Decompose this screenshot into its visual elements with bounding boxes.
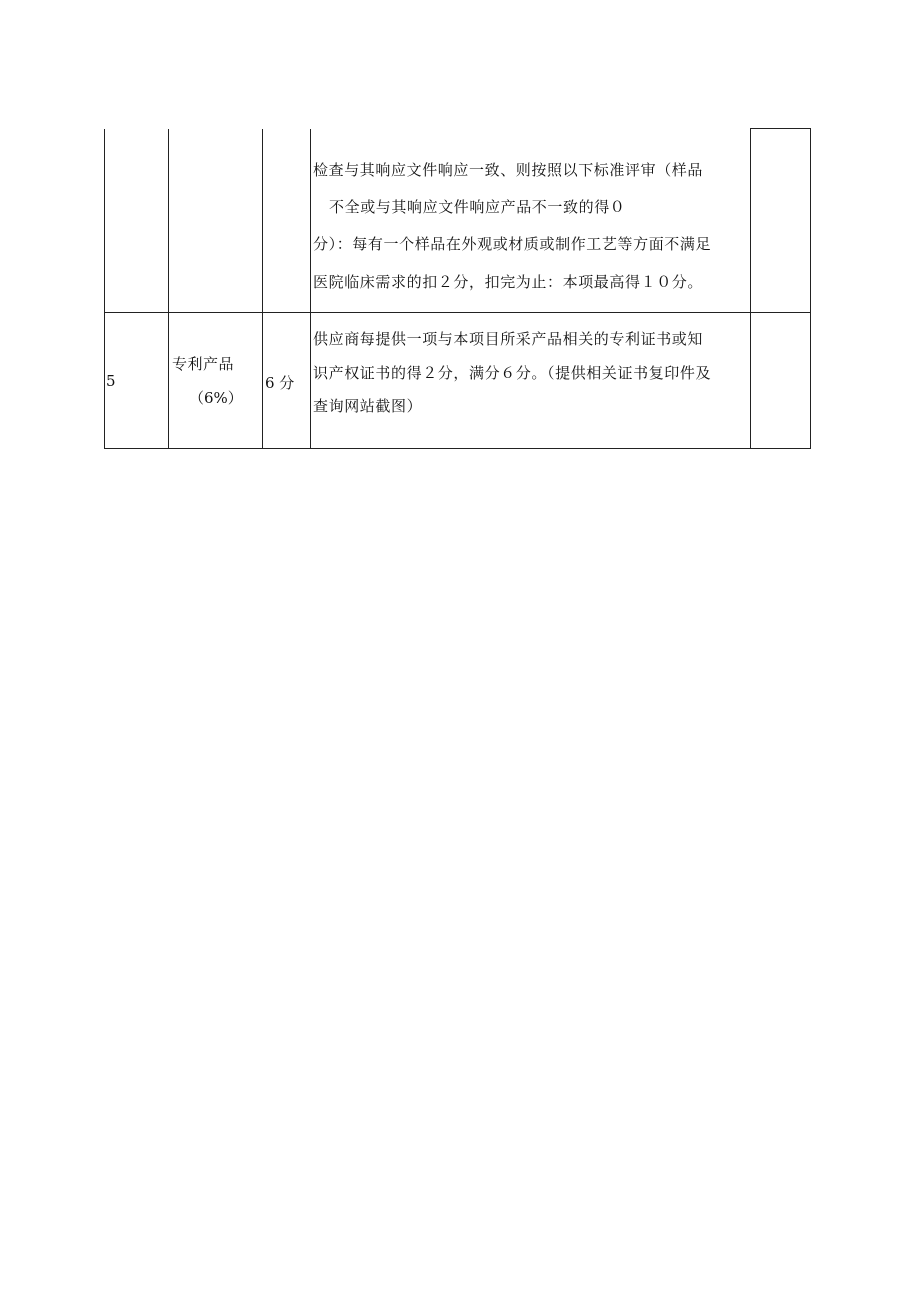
criteria-line: 检查与其响应文件响应一致、则按照以下标准评审（样品 xyxy=(313,161,704,179)
criteria-line: 分）：每有一个样品在外观或材质或制作工艺等方面不满足 xyxy=(313,235,712,253)
number-cell xyxy=(105,313,169,448)
item-cell xyxy=(169,313,263,448)
table-row xyxy=(105,313,810,448)
remark-cell xyxy=(751,129,810,312)
score-cell xyxy=(263,129,311,312)
scoring-table xyxy=(104,129,811,449)
criteria-line: 不全或与其响应文件响应产品不一致的得０ xyxy=(329,198,626,216)
item-name: 专利产品 xyxy=(172,355,235,373)
number-cell xyxy=(105,129,169,312)
item-weight: （6%） xyxy=(189,389,243,407)
remark-cell xyxy=(751,313,810,448)
criteria-cell xyxy=(311,313,751,448)
score-cell xyxy=(263,313,311,448)
score-value: 6 分 xyxy=(265,374,295,392)
row-number: 5 xyxy=(106,372,116,390)
criteria-line: 识产权证书的得２分，满分６分。（提供相关证书复印件及 xyxy=(313,364,712,382)
item-cell xyxy=(169,129,263,312)
table-row xyxy=(105,129,810,313)
criteria-cell xyxy=(311,129,751,312)
criteria-line: 医院临床需求的扣２分，扣完为止：本项最高得１０分。 xyxy=(313,273,704,291)
criteria-line: 查询网站截图） xyxy=(313,397,423,415)
criteria-line: 供应商每提供一项与本项目所采产品相关的专利证书或知 xyxy=(313,330,704,348)
